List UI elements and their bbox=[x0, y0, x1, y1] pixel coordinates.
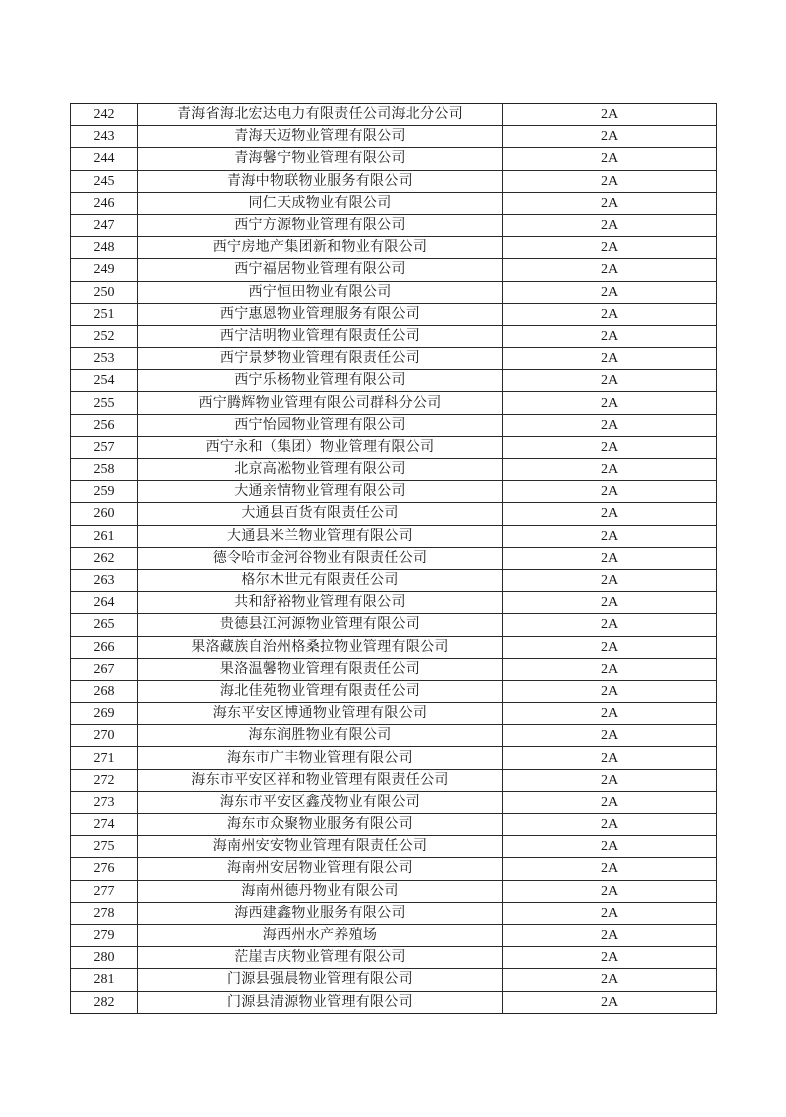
grade-cell: 2A bbox=[503, 192, 717, 214]
company-name-cell: 共和舒裕物业管理有限公司 bbox=[138, 592, 503, 614]
table-row bbox=[71, 680, 717, 702]
row-number-cell: 269 bbox=[71, 703, 138, 725]
company-name-cell: 茫崖吉庆物业管理有限公司 bbox=[138, 947, 503, 969]
table-row bbox=[71, 547, 717, 569]
row-number-cell: 270 bbox=[71, 725, 138, 747]
row-number-cell: 277 bbox=[71, 880, 138, 902]
grade-cell: 2A bbox=[503, 436, 717, 458]
row-number-cell: 250 bbox=[71, 281, 138, 303]
grade-cell: 2A bbox=[503, 503, 717, 525]
company-name-cell: 海南州安安物业管理有限责任公司 bbox=[138, 836, 503, 858]
grade-cell: 2A bbox=[503, 703, 717, 725]
table-row bbox=[71, 658, 717, 680]
table-row bbox=[71, 414, 717, 436]
company-name-cell: 西宁方源物业管理有限公司 bbox=[138, 214, 503, 236]
row-number-cell: 245 bbox=[71, 170, 138, 192]
company-name-cell: 西宁腾辉物业管理有限公司群科分公司 bbox=[138, 392, 503, 414]
grade-cell: 2A bbox=[503, 680, 717, 702]
row-number-cell: 256 bbox=[71, 414, 138, 436]
table-row bbox=[71, 769, 717, 791]
table-row bbox=[71, 259, 717, 281]
grade-cell: 2A bbox=[503, 592, 717, 614]
grade-cell: 2A bbox=[503, 725, 717, 747]
company-name-cell: 北京高凇物业管理有限公司 bbox=[138, 459, 503, 481]
grade-cell: 2A bbox=[503, 481, 717, 503]
grade-cell: 2A bbox=[503, 636, 717, 658]
grade-cell: 2A bbox=[503, 525, 717, 547]
table-row bbox=[71, 924, 717, 946]
company-name-cell: 青海中物联物业服务有限公司 bbox=[138, 170, 503, 192]
company-name-cell: 西宁恒田物业有限公司 bbox=[138, 281, 503, 303]
grade-cell: 2A bbox=[503, 969, 717, 991]
grade-cell: 2A bbox=[503, 259, 717, 281]
row-number-cell: 249 bbox=[71, 259, 138, 281]
grade-cell: 2A bbox=[503, 214, 717, 236]
company-name-cell: 海东市平安区鑫茂物业有限公司 bbox=[138, 791, 503, 813]
grade-cell: 2A bbox=[503, 281, 717, 303]
grade-cell: 2A bbox=[503, 104, 717, 126]
table-row bbox=[71, 991, 717, 1013]
grade-cell: 2A bbox=[503, 747, 717, 769]
table-row bbox=[71, 170, 717, 192]
row-number-cell: 252 bbox=[71, 325, 138, 347]
company-name-cell: 门源县清源物业管理有限公司 bbox=[138, 991, 503, 1013]
table-row bbox=[71, 104, 717, 126]
row-number-cell: 255 bbox=[71, 392, 138, 414]
grade-cell: 2A bbox=[503, 126, 717, 148]
grade-cell: 2A bbox=[503, 348, 717, 370]
row-number-cell: 247 bbox=[71, 214, 138, 236]
row-number-cell: 267 bbox=[71, 658, 138, 680]
company-name-cell: 大通亲情物业管理有限公司 bbox=[138, 481, 503, 503]
row-number-cell: 273 bbox=[71, 791, 138, 813]
row-number-cell: 261 bbox=[71, 525, 138, 547]
row-number-cell: 258 bbox=[71, 459, 138, 481]
company-name-cell: 青海馨宁物业管理有限公司 bbox=[138, 148, 503, 170]
grade-cell: 2A bbox=[503, 791, 717, 813]
row-number-cell: 246 bbox=[71, 192, 138, 214]
row-number-cell: 275 bbox=[71, 836, 138, 858]
grade-cell: 2A bbox=[503, 858, 717, 880]
company-name-cell: 海西建鑫物业服务有限公司 bbox=[138, 902, 503, 924]
table-row bbox=[71, 569, 717, 591]
table-row bbox=[71, 503, 717, 525]
company-name-cell: 青海省海北宏达电力有限责任公司海北分公司 bbox=[138, 104, 503, 126]
company-name-cell: 海东平安区博通物业管理有限公司 bbox=[138, 703, 503, 725]
row-number-cell: 251 bbox=[71, 303, 138, 325]
row-number-cell: 282 bbox=[71, 991, 138, 1013]
grade-cell: 2A bbox=[503, 303, 717, 325]
grade-cell: 2A bbox=[503, 237, 717, 259]
grade-cell: 2A bbox=[503, 658, 717, 680]
table-row bbox=[71, 214, 717, 236]
table-row bbox=[71, 281, 717, 303]
table-row bbox=[71, 791, 717, 813]
company-name-cell: 门源县强晨物业管理有限公司 bbox=[138, 969, 503, 991]
row-number-cell: 264 bbox=[71, 592, 138, 614]
row-number-cell: 253 bbox=[71, 348, 138, 370]
company-name-cell: 果洛温馨物业管理有限责任公司 bbox=[138, 658, 503, 680]
grade-cell: 2A bbox=[503, 880, 717, 902]
row-number-cell: 260 bbox=[71, 503, 138, 525]
table-row bbox=[71, 880, 717, 902]
grade-cell: 2A bbox=[503, 170, 717, 192]
table-row bbox=[71, 237, 717, 259]
table-row bbox=[71, 325, 717, 347]
table-row bbox=[71, 303, 717, 325]
table-row bbox=[71, 392, 717, 414]
table-row bbox=[71, 747, 717, 769]
table-row bbox=[71, 459, 717, 481]
grade-cell: 2A bbox=[503, 614, 717, 636]
grade-cell: 2A bbox=[503, 392, 717, 414]
table-row bbox=[71, 858, 717, 880]
grade-cell: 2A bbox=[503, 414, 717, 436]
row-number-cell: 248 bbox=[71, 237, 138, 259]
table-row bbox=[71, 370, 717, 392]
company-name-cell: 海东市众聚物业服务有限公司 bbox=[138, 814, 503, 836]
table-row bbox=[71, 525, 717, 547]
grade-cell: 2A bbox=[503, 947, 717, 969]
row-number-cell: 266 bbox=[71, 636, 138, 658]
table-row bbox=[71, 836, 717, 858]
grade-cell: 2A bbox=[503, 370, 717, 392]
row-number-cell: 257 bbox=[71, 436, 138, 458]
row-number-cell: 280 bbox=[71, 947, 138, 969]
company-name-cell: 海西州水产养殖场 bbox=[138, 924, 503, 946]
grade-cell: 2A bbox=[503, 836, 717, 858]
row-number-cell: 281 bbox=[71, 969, 138, 991]
table-body bbox=[71, 104, 717, 1014]
table-row bbox=[71, 636, 717, 658]
table-row bbox=[71, 614, 717, 636]
company-name-cell: 海南州安居物业管理有限公司 bbox=[138, 858, 503, 880]
table-row bbox=[71, 148, 717, 170]
company-name-cell: 西宁洁明物业管理有限责任公司 bbox=[138, 325, 503, 347]
grade-cell: 2A bbox=[503, 547, 717, 569]
row-number-cell: 254 bbox=[71, 370, 138, 392]
table-row bbox=[71, 481, 717, 503]
row-number-cell: 278 bbox=[71, 902, 138, 924]
row-number-cell: 271 bbox=[71, 747, 138, 769]
row-number-cell: 262 bbox=[71, 547, 138, 569]
table-row bbox=[71, 126, 717, 148]
company-grade-table bbox=[70, 103, 717, 1014]
grade-cell: 2A bbox=[503, 459, 717, 481]
company-name-cell: 西宁怡园物业管理有限公司 bbox=[138, 414, 503, 436]
table-row bbox=[71, 436, 717, 458]
grade-cell: 2A bbox=[503, 991, 717, 1013]
table-row bbox=[71, 947, 717, 969]
row-number-cell: 265 bbox=[71, 614, 138, 636]
table-row bbox=[71, 192, 717, 214]
row-number-cell: 274 bbox=[71, 814, 138, 836]
company-name-cell: 西宁房地产集团新和物业有限公司 bbox=[138, 237, 503, 259]
company-name-cell: 西宁惠恩物业管理服务有限公司 bbox=[138, 303, 503, 325]
row-number-cell: 244 bbox=[71, 148, 138, 170]
company-name-cell: 西宁乐杨物业管理有限公司 bbox=[138, 370, 503, 392]
table-row bbox=[71, 592, 717, 614]
table-row bbox=[71, 348, 717, 370]
company-name-cell: 海东润胜物业有限公司 bbox=[138, 725, 503, 747]
row-number-cell: 268 bbox=[71, 680, 138, 702]
company-name-cell: 青海天迈物业管理有限公司 bbox=[138, 126, 503, 148]
table-row bbox=[71, 703, 717, 725]
table-row bbox=[71, 902, 717, 924]
company-name-cell: 海南州德丹物业有限公司 bbox=[138, 880, 503, 902]
grade-cell: 2A bbox=[503, 924, 717, 946]
row-number-cell: 263 bbox=[71, 569, 138, 591]
company-name-cell: 同仁天成物业有限公司 bbox=[138, 192, 503, 214]
company-name-cell: 西宁永和（集团）物业管理有限公司 bbox=[138, 436, 503, 458]
row-number-cell: 243 bbox=[71, 126, 138, 148]
company-name-cell: 果洛藏族自治州格桑拉物业管理有限公司 bbox=[138, 636, 503, 658]
company-name-cell: 西宁福居物业管理有限公司 bbox=[138, 259, 503, 281]
grade-cell: 2A bbox=[503, 148, 717, 170]
company-name-cell: 大通县百货有限责任公司 bbox=[138, 503, 503, 525]
company-name-cell: 海东市平安区祥和物业管理有限责任公司 bbox=[138, 769, 503, 791]
grade-cell: 2A bbox=[503, 902, 717, 924]
table-row bbox=[71, 725, 717, 747]
grade-cell: 2A bbox=[503, 325, 717, 347]
company-name-cell: 大通县米兰物业管理有限公司 bbox=[138, 525, 503, 547]
table-row bbox=[71, 969, 717, 991]
company-name-cell: 德令哈市金河谷物业有限责任公司 bbox=[138, 547, 503, 569]
grade-cell: 2A bbox=[503, 769, 717, 791]
grade-cell: 2A bbox=[503, 569, 717, 591]
company-name-cell: 格尔木世元有限责任公司 bbox=[138, 569, 503, 591]
grade-cell: 2A bbox=[503, 814, 717, 836]
row-number-cell: 279 bbox=[71, 924, 138, 946]
company-name-cell: 海北佳苑物业管理有限责任公司 bbox=[138, 680, 503, 702]
company-name-cell: 西宁景梦物业管理有限责任公司 bbox=[138, 348, 503, 370]
table-row bbox=[71, 814, 717, 836]
row-number-cell: 242 bbox=[71, 104, 138, 126]
row-number-cell: 272 bbox=[71, 769, 138, 791]
row-number-cell: 259 bbox=[71, 481, 138, 503]
row-number-cell: 276 bbox=[71, 858, 138, 880]
company-name-cell: 海东市广丰物业管理有限公司 bbox=[138, 747, 503, 769]
company-name-cell: 贵德县江河源物业管理有限公司 bbox=[138, 614, 503, 636]
